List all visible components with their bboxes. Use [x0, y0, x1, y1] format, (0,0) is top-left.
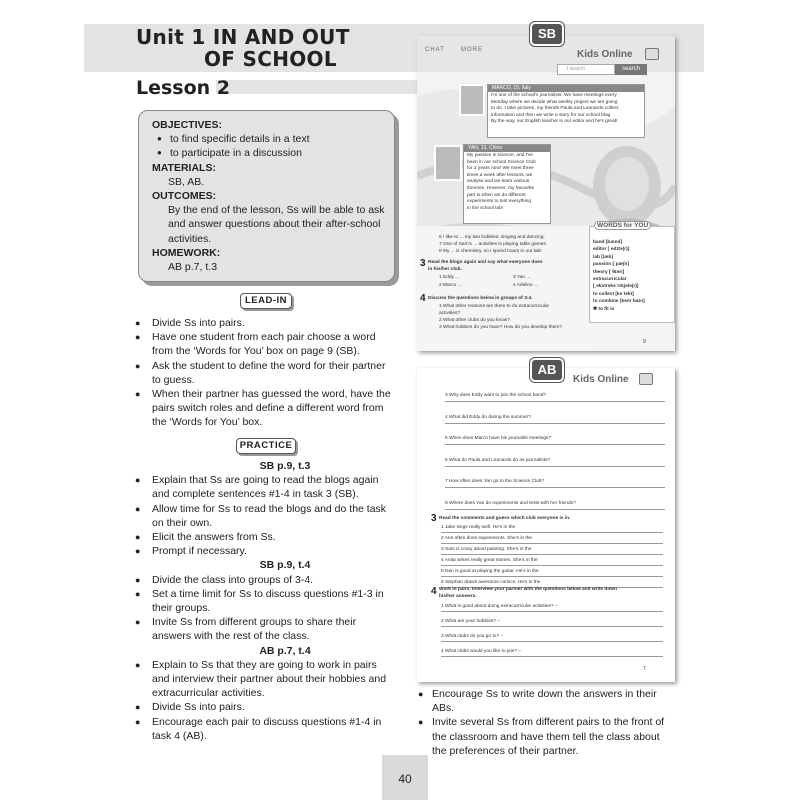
blog-yan-text [464, 152, 550, 213]
sb-page-number: 9 [643, 339, 646, 345]
words-for-you-title: WORDS for YOU [594, 221, 651, 230]
lead-in-line: ● Divide Ss into pairs. [135, 316, 395, 330]
ab-task3-item: 3 Sam is crazy about painting. She's in the [441, 546, 663, 555]
ab-question: 6 What do Paula and Leonardo do as journalists? [445, 455, 665, 467]
practice-line: ● Divide Ss into pairs. [135, 700, 395, 714]
note-line: ● Invite several Ss from different pairs to the front of [418, 715, 680, 729]
lead-in-line: pairs switch roles and define a different word from [152, 402, 384, 415]
blog-line: for 3 years now! We meet three [467, 166, 534, 172]
word-item: to combine [kəmˈbaɪn] [593, 299, 645, 305]
ab-task3-item: 5 Dan is good at playing the guitar. He's in the [441, 568, 663, 577]
materials-value: SB, AB. [168, 175, 205, 188]
lesson-title: Lesson 2 [136, 77, 231, 99]
words-list [593, 239, 645, 313]
lead-in-line: ● Ask the student to define the word for their partner [135, 359, 395, 373]
blog-line: By the way, our English teacher is our editor and he's great! [491, 119, 618, 125]
blog-marco-text [488, 92, 644, 127]
sb-task3-item: 3 Yan ... [513, 275, 531, 280]
page-reference: AB p.7, t.4 [259, 644, 311, 657]
sb-tasks-area [417, 226, 592, 351]
ab-question: 8 Where does Yan do experiments and tests with her friends? [445, 498, 665, 510]
ab-question: 4 What did Eddy do during the summer? [445, 412, 665, 424]
blog-line: analyse and we learn various [467, 179, 530, 185]
ab-task3-item: 2 Ann often does experiments. She's in the [441, 535, 663, 544]
words-for-you-box [589, 222, 675, 323]
ab-task3-item: 4 Anita writes really great stories. She's in the [441, 557, 663, 566]
practice-line: ● Elicit the answers from Ss. [135, 530, 395, 544]
homework-label: HOMEWORK: [152, 246, 221, 259]
lead-in-tag: LEAD-IN [240, 293, 292, 309]
blog-marco [487, 84, 645, 138]
word-item: extracurricular [593, 277, 627, 283]
note-line: the classroom and have them tell the class about [432, 730, 660, 743]
practice-line: their groups. [152, 602, 211, 615]
objectives-label: OBJECTIVES: [152, 119, 223, 131]
ab-task4-item: 1 What is good about doing extracurricular activities? – [441, 602, 663, 612]
word-item: band [bænd] [593, 240, 623, 245]
word-item: ✱ to fit in [593, 306, 615, 312]
practice-tag: PRACTICE [236, 438, 296, 454]
practice-line: ● Invite Ss from different groups to share their [135, 615, 395, 629]
ab-task3-item: 6 Stephan draws awesome comics. He's in the [441, 579, 663, 588]
page-reference: SB p.9, t.4 [259, 559, 311, 572]
lead-in-section [135, 316, 395, 430]
sb-task4-item: 1 What other reasons are there to do extracurricular [439, 304, 550, 309]
laptop-icon [639, 373, 653, 385]
word-item: [ˌekstrəkəˈrɪkjələ(r)] [593, 284, 639, 290]
practice-line: and complete sentences #1-4 in task 3 (SB). [152, 488, 359, 501]
practice-line: extracurricular activities. [152, 687, 265, 700]
ab-task4-number: 4 [431, 586, 437, 597]
sb-search-placeholder: I search [567, 66, 585, 72]
word-item: passion [ˈpæʃn] [593, 262, 629, 268]
practice-line: ● Prompt if necessary. [135, 544, 395, 558]
blog-yan [463, 144, 551, 224]
sb-search-input[interactable] [557, 64, 615, 75]
blog-line: I'm one of the school's journalists. We have meetings every [491, 93, 617, 98]
ab-task4-item: 3 What clubs do you go to? – [441, 632, 663, 642]
sb-task4-item: 2 What other clubs do you know? [439, 318, 510, 323]
materials-label: MATERIALS: [152, 161, 216, 174]
ab-task4-item: 2 What are your hobbies? – [441, 617, 663, 627]
outcomes-line: and answer questions about their after-school [168, 218, 381, 231]
ab-question: 5 When does Marco have his journalist meetings? [445, 433, 665, 445]
ab-task4-title: Work in pairs. Interview your partner with the questions below and write down his/her answers. [439, 587, 617, 599]
blog-line: to do. I take pictures, my friends Paula and Leonardo collect [491, 106, 619, 112]
outcomes-label: OUTCOMES: [152, 190, 217, 203]
ab-task3-title: Read the comments and guess which club everyone is in. [439, 516, 571, 521]
note-line: ● Encourage Ss to write down the answers in their ABs. [418, 687, 680, 715]
ab-questions [445, 390, 665, 519]
unit-title-line2: OF SCHOOL [204, 47, 337, 71]
objective-item: ● to find specific details in a text [152, 132, 397, 146]
sb-sentences [439, 234, 547, 255]
ab-task3-items [441, 524, 663, 590]
homework-value: AB p.7, t.3 [168, 261, 218, 274]
ab-question: 7 How often does Yan go to the Science Club? [445, 476, 665, 488]
sb-sentence: 7 One of Sam's ... activities is playing table games. [439, 242, 548, 247]
sb-nav-more[interactable]: MORE [461, 47, 483, 53]
sb-brand: Kids Online [577, 49, 633, 60]
page-reference: SB p.9, t.3 [259, 460, 311, 472]
sb-task3-item: 4 Adeline ... [513, 283, 539, 288]
practice-line: ● Encourage each pair to discuss questions #1-4 in [135, 715, 395, 729]
sb-sentence: 6 I like to ... my two hobbies: singing and dancing. [439, 235, 545, 240]
ab-task3-item: 1 Jake sings really well. He's in the [441, 524, 663, 533]
page-number: 40 [382, 755, 428, 800]
objective-item: ● to participate in a discussion [152, 146, 397, 160]
objectives-content [152, 118, 397, 274]
sb-task4-item: activities? [439, 311, 461, 316]
right-notes [418, 687, 680, 758]
practice-line: and interview their partner about their hobbies and [152, 673, 387, 686]
word-item: lab [læb] [593, 254, 613, 260]
lead-in-line: to guess. [152, 373, 195, 386]
blog-line: information and then we write a story for our school blog. [491, 112, 612, 118]
lead-in-line: from the ‘Words for You’ box on page 9 (SB). [152, 345, 360, 358]
sb-task3-number: 3 [420, 258, 426, 269]
outcomes-line: By the end of the lesson, Ss will be able to ask [168, 204, 385, 217]
practice-line: ● Set a time limit for Ss to discuss questions #1-3 in [135, 587, 395, 601]
lead-in-line: ● When their partner has guessed the word, have the [135, 387, 395, 401]
blog-line: My passion is science, and I've [467, 153, 533, 158]
practice-line: ● Explain that Ss are going to read the blogs again [135, 473, 395, 487]
ab-badge: AB [530, 358, 564, 382]
practice-line: ● Explain to Ss that they are going to work in pairs [135, 658, 395, 672]
blog-line: in the school lab! [467, 205, 504, 211]
ab-task4-item: 4 What clubs would you like to join? – [441, 647, 663, 657]
practice-line: ● Divide the class into groups of 3-4. [135, 573, 395, 587]
practice-line: answers with the rest of the class. [152, 630, 310, 643]
blog-marco-header: MARCO, 15, Italy [488, 85, 644, 92]
blog-line: theories. However, my favourite [467, 185, 535, 191]
ab-page-thumbnail [417, 368, 675, 682]
sb-nav-chat[interactable]: CHAT [425, 47, 445, 53]
note-line: the preferences of their partner. [432, 744, 579, 757]
unit-title-line1: Unit 1 IN AND OUT [136, 25, 350, 49]
unit-title [136, 26, 350, 70]
practice-section [135, 459, 395, 743]
blog-line: times a week after lessons, we [467, 172, 533, 178]
blog-line: Monday where we decide what weekly project we are going [491, 99, 618, 105]
sb-task4-title: Discuss the questions below in groups of 3-4. [428, 296, 533, 301]
practice-line: on their own. [152, 516, 213, 529]
ab-brand: Kids Online [573, 374, 629, 385]
blog-yan-header: YAN, 13, China [464, 145, 550, 152]
outcomes-line: activities. [168, 232, 212, 245]
sb-task4-items [439, 303, 562, 331]
word-item: to collect [kəˈlekt] [593, 291, 634, 297]
sb-task4-item: 3 What hobbies do you have? How do you develop them? [439, 325, 562, 330]
ab-question: 3 Why does Eddy want to join the school band? [445, 390, 665, 402]
sb-task3-title: Read the blogs again and say what everyone does in his/her club. [428, 260, 543, 272]
ab-task4-items [441, 602, 663, 662]
sb-task4-number: 4 [420, 293, 426, 304]
laptop-icon [645, 48, 659, 60]
marco-photo [460, 85, 484, 115]
lead-in-line: the ‘Words for You’ box. [152, 416, 263, 429]
lesson-band [216, 80, 418, 94]
practice-line: task 4 (AB). [152, 729, 207, 742]
sb-task3-item: 1 Eddy ... [439, 275, 460, 280]
sb-sentence: 8 My ... is chemistry, so I spend hours in our lab! [439, 249, 542, 254]
ab-task3-number: 3 [431, 513, 437, 524]
sb-page-thumbnail [417, 36, 675, 351]
word-item: editor [ˈedɪtə(r)] [593, 247, 630, 253]
lead-in-line: ● Have one student from each pair choose a word [135, 330, 395, 344]
blog-line: been in our school Science Club [467, 159, 536, 165]
yan-photo [435, 146, 461, 180]
sb-search-button[interactable]: search [615, 64, 647, 75]
blog-line: experiments to test everything [467, 199, 531, 205]
blog-line: part is when we do different [467, 192, 526, 198]
sb-task3-item: 2 Marco ... [439, 283, 462, 288]
word-item: theory [ˈθɪəri] [593, 269, 625, 275]
sb-badge: SB [530, 22, 564, 46]
ab-page-number: 7 [643, 666, 646, 672]
practice-line: ● Allow time for Ss to read the blogs and do the task [135, 502, 395, 516]
